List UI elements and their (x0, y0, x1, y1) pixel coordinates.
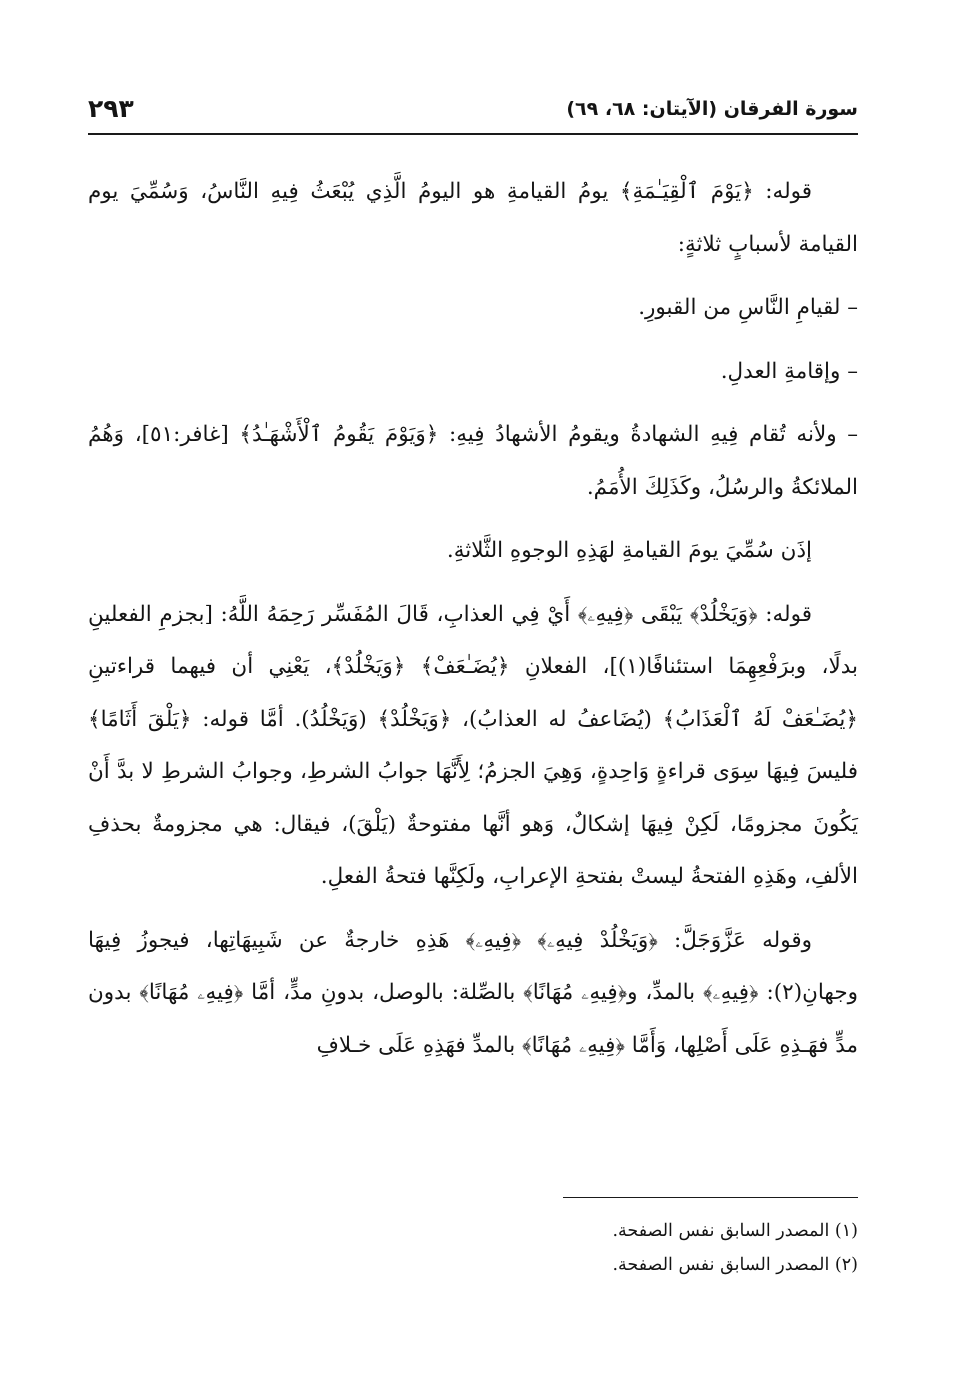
footnote-2: (٢) المصدر السابق نفس الصفحة. (612, 1255, 858, 1275)
list-item-rising-from-graves: – لقيامِ النَّاسِ من القبورِ. (638, 295, 858, 320)
footnote-1: (١) المصدر السابق نفس الصفحة. (612, 1221, 858, 1241)
paragraph-day-of-judgment: قوله: ﴿يَوْمَ ٱلْقِيَـٰمَةِ﴾ يومُ القيامةِ هو اليومُ الَّذِي يُبْعَثُ فِيهِ النَّاسُ، وَسُمِّيَ يوم القيامة لأسبابٍ ثلاثةٍ: (88, 179, 858, 257)
header-divider (88, 133, 858, 135)
footnote-divider (563, 1197, 858, 1198)
main-text (88, 166, 858, 1072)
paragraph-readings: قوله: ﴿وَيَخْلُدْ﴾ يَبْقَى ﴿فِيهِۦ﴾ أَيْ فِي العذابِ، قَالَ المُفَسِّر رَحِمَهُ اللَّهُ: [بجزمِ الفعلينِ بدلًا، وبرَفْعِهِمَا استئنافًا(١)]، الفعلانِ ﴿يُضَـٰعَفْ﴾ ﴿وَيَخْلُدْ﴾، يَعْنِي أن فيهما قراءتينِ ﴿يُضَـٰعَفْ لَهُ ٱلْعَذَابُ﴾ (يُضَاعفُ له العذابُ)، ﴿وَيَخْلُدْ﴾ (وَيَخْلُدُ). أمَّا قوله: ﴿يَلْقَ أَثَامًا﴾ فليسَ فِيهَا سِوَى قراءةٍ وَاحِدةٍ، وَهِيَ الجزمُ؛ لِأَنَّهَا جوابُ الشرطِ، وجوابُ الشرطِ لا بدَّ أَنْ يَكُونَ مجزومًا، لَكِنْ فِيهَا إشكالٌ، وَهو أنَّها مفتوحةٌ (يَلْقَ)، فيقال: هي مجزومةٌ بحذفِ الألفِ، وهَذِهِ الفتحةُ ليستْ بفتحةِ الإعرابِ، ولَكِنَّها فتحةُ الفعلِ. (88, 601, 858, 889)
paragraph-fihi-muhana: وقوله عَزَّوَجَلَّ: ﴿وَيَخْلُدْ فِيهِۦ﴾ ﴿فِيهِۦ﴾ هَذِهِ خارجةٌ عن شَبِيهَاتِها، فيجوزُ فِيهَا وجهانِ(٢): ﴿فِيهِۦ﴾ بالمدِّ، و﴿فِيهِۦ مُهَانًا﴾ بالصِّلة: بالوصل، بدونِ مدٍّ، أمَّا ﴿فِيهِۦ مُهَانًا﴾ بدون مدٍّ فهَـذِهِ عَلَى أَصْلِها، وَأَمَّا ﴿فِيهِۦ مُهَانًا﴾ بالمدِّ فهَذِهِ عَلَى خـلافِ (88, 927, 858, 1058)
list-item-establishing-justice: – وإقامةِ العدلِ. (720, 358, 858, 384)
running-title: سورة الفرقان (الآيتان: ٦٨، ٦٩) (566, 98, 858, 120)
paragraph-conclusion: إذَن سُمِّيَ يومَ القيامةِ لهَذِهِ الوجوهِ الثَّلاثةِ. (446, 538, 812, 563)
footnotes (88, 1216, 858, 1284)
page-header (88, 92, 858, 132)
page-number: ٢٩٣ (88, 94, 134, 123)
list-item-witnesses: – ولأنه تُقام فِيهِ الشهادةُ ويقومُ الأشهادُ فِيهِ: ﴿وَيَوْمَ يَقُومُ ٱلْأَشْهَـٰدُ﴾ [غافر:٥١]، وَهُمُ الملائكةُ والرسُلُ، وكَذَلِكَ الأُمَمُ. (88, 422, 858, 500)
